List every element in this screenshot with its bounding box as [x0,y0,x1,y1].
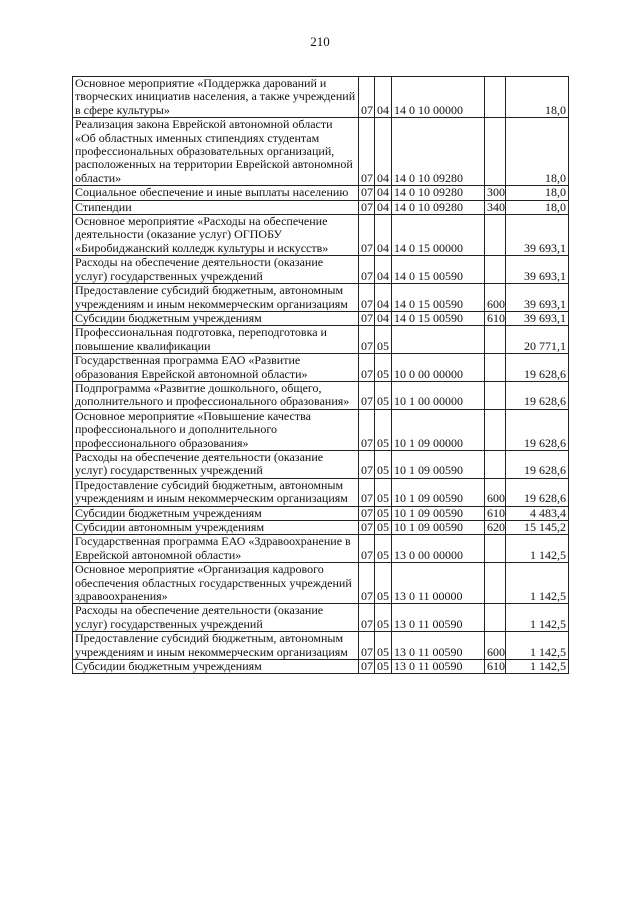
target-article-cell: 13 0 11 00590 [392,604,485,632]
expense-type-cell [485,77,506,118]
expense-type-cell: 620 [485,521,506,535]
expense-name-cell: Предоставление субсидий бюджетным, автономным учреждениям и иным некоммерческим организациям [73,284,359,312]
section-code-cell: 07 [359,381,375,409]
amount-cell: 19 628,6 [506,478,569,506]
subsection-code-cell: 04 [375,284,392,312]
expense-name-cell: Субсидии бюджетным учреждениям [73,660,359,674]
target-article-cell: 13 0 11 00000 [392,563,485,604]
target-article-cell: 13 0 00 00000 [392,535,485,563]
expense-name-cell: Государственная программа ЕАО «Здравоохранение в Еврейской автономной области» [73,535,359,563]
section-code-cell: 07 [359,326,375,354]
table-row [73,660,569,674]
subsection-code-cell: 05 [375,604,392,632]
target-article-cell: 14 0 15 00590 [392,311,485,325]
amount-cell: 39 693,1 [506,284,569,312]
amount-cell: 1 142,5 [506,563,569,604]
section-code-cell: 07 [359,604,375,632]
expense-type-cell: 610 [485,660,506,674]
target-article-cell: 10 1 00 00000 [392,381,485,409]
table-row [73,563,569,604]
table-row [73,256,569,284]
expense-type-cell [485,326,506,354]
subsection-code-cell: 05 [375,535,392,563]
amount-cell: 1 142,5 [506,535,569,563]
expense-type-cell [485,604,506,632]
expense-name-cell: Расходы на обеспечение деятельности (оказание услуг) государственных учреждений [73,256,359,284]
page-number: 210 [310,34,330,49]
amount-cell: 18,0 [506,77,569,118]
amount-cell: 39 693,1 [506,256,569,284]
target-article-cell: 14 0 15 00590 [392,256,485,284]
target-article-cell: 10 1 09 00590 [392,478,485,506]
target-article-cell: 14 0 10 09280 [392,118,485,186]
section-code-cell: 07 [359,118,375,186]
table-row [73,284,569,312]
target-article-cell: 10 1 09 00590 [392,521,485,535]
expense-name-cell: Социальное обеспечение и иные выплаты населению [73,186,359,200]
expense-name-cell: Предоставление субсидий бюджетным, автономным учреждениям и иным некоммерческим организациям [73,478,359,506]
table-row [73,521,569,535]
expense-name-cell: Реализация закона Еврейской автономной области «Об областных именных стипендиях студентам профессиональных образовательных организаций, расположенных на территории Еврейской автономной области» [73,118,359,186]
target-article-cell: 14 0 15 00590 [392,284,485,312]
section-code-cell: 07 [359,478,375,506]
subsection-code-cell: 04 [375,311,392,325]
table-row [73,326,569,354]
table-row [73,215,569,256]
amount-cell: 39 693,1 [506,215,569,256]
expense-name-cell: Расходы на обеспечение деятельности (оказание услуг) государственных учреждений [73,450,359,478]
subsection-code-cell: 05 [375,326,392,354]
expense-type-cell: 600 [485,284,506,312]
subsection-code-cell: 05 [375,381,392,409]
subsection-code-cell: 05 [375,563,392,604]
expense-name-cell: Основное мероприятие «Организация кадрового обеспечения областных государственных учреждений здравоохранения» [73,563,359,604]
expense-type-cell: 340 [485,200,506,214]
subsection-code-cell: 05 [375,450,392,478]
target-article-cell: 13 0 11 00590 [392,632,485,660]
section-code-cell: 07 [359,506,375,520]
expense-type-cell: 610 [485,506,506,520]
expense-type-cell: 600 [485,478,506,506]
table-row [73,535,569,563]
section-code-cell: 07 [359,200,375,214]
expense-name-cell: Основное мероприятие «Расходы на обеспечение деятельности (оказание услуг) ОГПОБУ «Биробиджанский колледж культуры и искусств» [73,215,359,256]
expense-type-cell [485,215,506,256]
table-row [73,77,569,118]
section-code-cell: 07 [359,535,375,563]
amount-cell: 15 145,2 [506,521,569,535]
subsection-code-cell: 05 [375,354,392,382]
expense-name-cell: Субсидии автономным учреждениям [73,521,359,535]
expense-name-cell: Подпрограмма «Развитие дошкольного, общего, дополнительного и профессионального образования» [73,381,359,409]
subsection-code-cell: 04 [375,256,392,284]
subsection-code-cell: 05 [375,632,392,660]
amount-cell: 4 483,4 [506,506,569,520]
expense-name-cell: Субсидии бюджетным учреждениям [73,506,359,520]
expense-type-cell [485,535,506,563]
section-code-cell: 07 [359,77,375,118]
table-row [73,450,569,478]
expense-name-cell: Предоставление субсидий бюджетным, автономным учреждениям и иным некоммерческим организациям [73,632,359,660]
target-article-cell: 13 0 11 00590 [392,660,485,674]
table-row [73,200,569,214]
subsection-code-cell: 05 [375,521,392,535]
section-code-cell: 07 [359,409,375,450]
section-code-cell: 07 [359,632,375,660]
amount-cell: 19 628,6 [506,450,569,478]
amount-cell: 18,0 [506,118,569,186]
amount-cell: 19 628,6 [506,354,569,382]
target-article-cell: 14 0 10 09280 [392,200,485,214]
expense-type-cell: 600 [485,632,506,660]
subsection-code-cell: 05 [375,478,392,506]
table-row [73,381,569,409]
amount-cell: 20 771,1 [506,326,569,354]
section-code-cell: 07 [359,660,375,674]
subsection-code-cell: 05 [375,660,392,674]
expense-name-cell: Основное мероприятие «Поддержка дарований и творческих инициатив населения, а также учреждений в сфере культуры» [73,77,359,118]
amount-cell: 1 142,5 [506,660,569,674]
expense-name-cell: Субсидии бюджетным учреждениям [73,311,359,325]
budget-table [72,76,569,674]
expense-type-cell [485,118,506,186]
expense-name-cell: Профессиональная подготовка, переподготовка и повышение квалификации [73,326,359,354]
section-code-cell: 07 [359,450,375,478]
expense-type-cell [485,256,506,284]
expense-type-cell [485,563,506,604]
section-code-cell: 07 [359,215,375,256]
target-article-cell: 10 1 09 00590 [392,506,485,520]
subsection-code-cell: 04 [375,118,392,186]
table-row [73,311,569,325]
expense-type-cell: 610 [485,311,506,325]
amount-cell: 39 693,1 [506,311,569,325]
amount-cell: 18,0 [506,186,569,200]
amount-cell: 19 628,6 [506,381,569,409]
table-row [73,604,569,632]
amount-cell: 19 628,6 [506,409,569,450]
subsection-code-cell: 04 [375,215,392,256]
target-article-cell: 10 1 09 00590 [392,450,485,478]
table-row [73,409,569,450]
section-code-cell: 07 [359,284,375,312]
expense-type-cell [485,409,506,450]
amount-cell: 1 142,5 [506,604,569,632]
target-article-cell: 10 1 09 00000 [392,409,485,450]
section-code-cell: 07 [359,563,375,604]
section-code-cell: 07 [359,186,375,200]
table-row [73,186,569,200]
subsection-code-cell: 05 [375,409,392,450]
table-row [73,478,569,506]
table-row [73,506,569,520]
target-article-cell: 10 0 00 00000 [392,354,485,382]
target-article-cell [392,326,485,354]
expense-name-cell: Расходы на обеспечение деятельности (оказание услуг) государственных учреждений [73,604,359,632]
expense-name-cell: Государственная программа ЕАО «Развитие образования Еврейской автономной области» [73,354,359,382]
expense-name-cell: Стипендии [73,200,359,214]
section-code-cell: 07 [359,354,375,382]
table-row [73,118,569,186]
section-code-cell: 07 [359,256,375,284]
subsection-code-cell: 04 [375,200,392,214]
expense-type-cell: 300 [485,186,506,200]
amount-cell: 18,0 [506,200,569,214]
subsection-code-cell: 05 [375,506,392,520]
amount-cell: 1 142,5 [506,632,569,660]
subsection-code-cell: 04 [375,186,392,200]
expense-type-cell [485,354,506,382]
target-article-cell: 14 0 10 00000 [392,77,485,118]
budget-table-body [73,77,569,674]
table-row [73,354,569,382]
table-row [73,632,569,660]
subsection-code-cell: 04 [375,77,392,118]
expense-type-cell [485,450,506,478]
section-code-cell: 07 [359,311,375,325]
section-code-cell: 07 [359,521,375,535]
target-article-cell: 14 0 10 09280 [392,186,485,200]
expense-name-cell: Основное мероприятие «Повышение качества профессионального и дополнительного профессионального образования» [73,409,359,450]
target-article-cell: 14 0 15 00000 [392,215,485,256]
expense-type-cell [485,381,506,409]
